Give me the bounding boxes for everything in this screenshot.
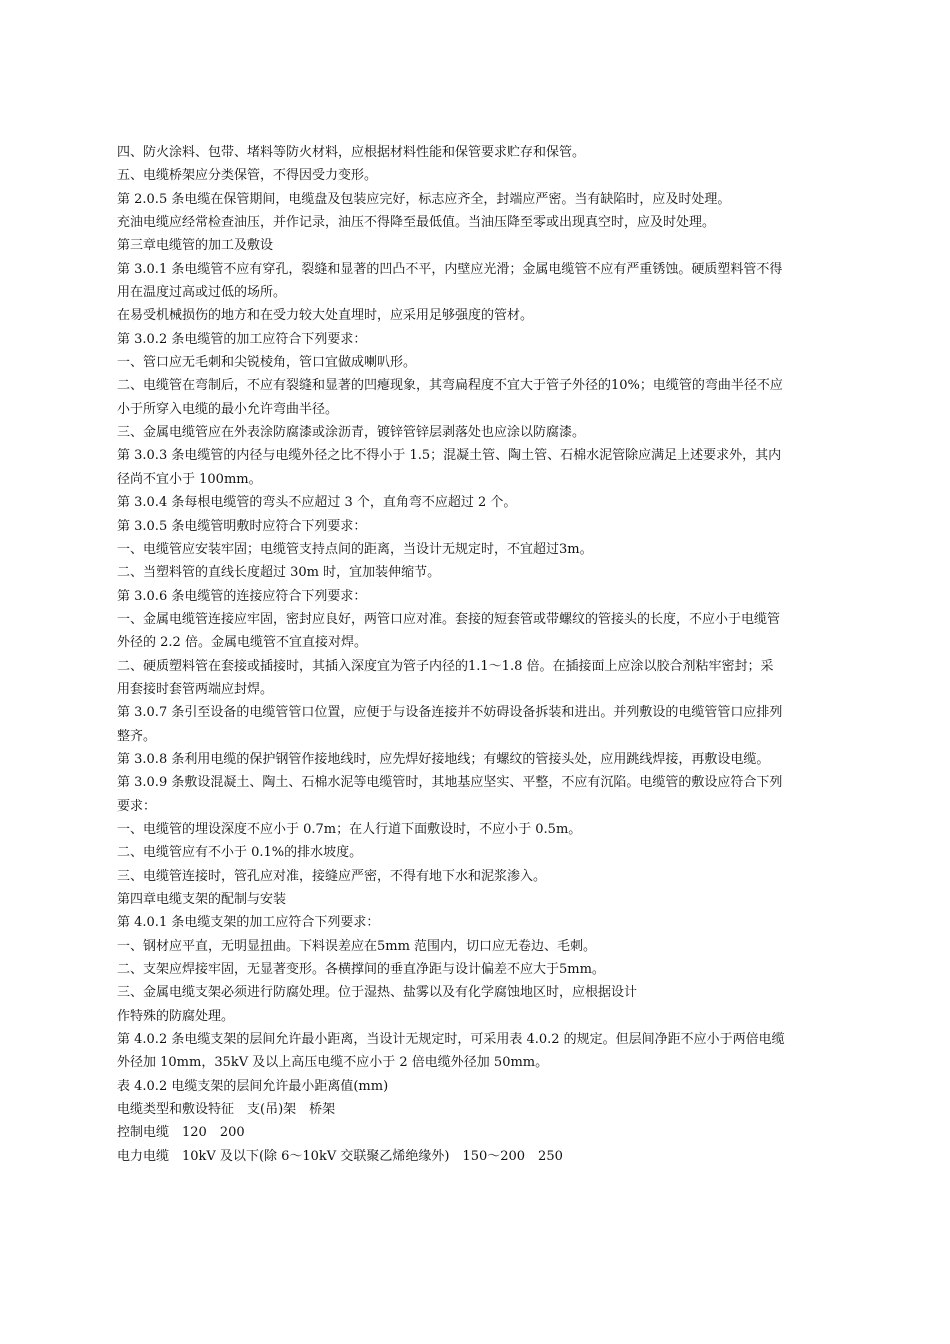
text-line: 第 4.0.2 条电缆支架的层间允许最小距离，当设计无规定时，可采用表 4.0.2 的规定。但层间净距不应小于两倍电缆: [117, 1032, 785, 1048]
text-line: 一、电缆管的埋设深度不应小于 0.7m；在人行道下面敷设时，不应小于 0.5m。: [117, 821, 582, 837]
text-line: 控制电缆 120 200: [117, 1125, 245, 1141]
text-line: 一、钢材应平直，无明显扭曲。下料误差应在5mm 范围内，切口应无卷边、毛刺。: [117, 938, 597, 954]
text-line: 第四章电缆支架的配制与安装: [117, 892, 287, 907]
text-line: 第 3.0.9 条敷设混凝土、陶土、石棉水泥等电缆管时，其地基应坚实、平整，不应有沉陷。电缆管的敷设应符合下列: [117, 775, 783, 791]
text-line: 第 3.0.5 条电缆管明敷时应符合下列要求：: [117, 518, 367, 534]
text-line: 整齐。: [117, 728, 157, 744]
text-line: 表 4.0.2 电缆支架的层间允许最小距离值(mm): [117, 1078, 389, 1094]
text-line: 一、管口应无毛刺和尖锐棱角，管口宜做成喇叭形。: [117, 355, 417, 371]
text-line: 充油电缆应经常检查油压，并作记录，油压不得降至最低值。当油压降至零或出现真空时，应及时处理。: [117, 215, 716, 231]
text-line: 电缆类型和敷设特征 支(吊)架 桥架: [117, 1102, 336, 1118]
text-line: 要求：: [117, 798, 157, 814]
text-line: 二、电缆管应有不小于 0.1%的排水坡度。: [117, 845, 363, 861]
text-line: 第 3.0.3 条电缆管的内径与电缆外径之比不得小于 1.5；混凝土管、陶土管、石棉水泥管除应满足上述要求外，其内: [117, 448, 782, 464]
text-line: 第 3.0.1 条电缆管不应有穿孔，裂缝和显著的凹凸不平，内壁应光滑；金属电缆管不应有严重锈蚀。硬质塑料管不得: [117, 261, 783, 277]
document-body: [117, 141, 845, 1168]
text-line: 一、电缆管应安装牢固；电缆管支持点间的距离，当设计无规定时，不宜超过3m。: [117, 541, 593, 557]
text-line: 电力电缆 10kV 及以下(除 6～10kV 交联聚乙烯绝缘外) 150～200 250: [117, 1148, 563, 1164]
text-line: 小于所穿入电缆的最小允许弯曲半径。: [117, 401, 339, 417]
text-line: 三、金属电缆管应在外表涂防腐漆或涂沥青，镀锌管锌层剥落处也应涂以防腐漆。: [117, 425, 586, 441]
text-line: 第三章电缆管的加工及敷设: [117, 238, 274, 254]
text-line: 二、硬质塑料管在套接或插接时，其插入深度宜为管子内径的1.1～1.8 倍。在插接面上应涂以胶合剂粘牢密封；采: [117, 658, 774, 674]
text-line: 二、支架应焊接牢固，无显著变形。各横撑间的垂直净距与设计偏差不应大于5mm。: [117, 962, 605, 978]
text-line: 用套接时套管两端应封焊。: [117, 681, 274, 697]
text-line: 三、电缆管连接时，管孔应对准，接缝应严密，不得有地下水和泥浆渗入。: [117, 868, 547, 884]
text-line: 四、防火涂料、包带、堵料等防火材料，应根据材料性能和保管要求贮存和保管。: [117, 145, 586, 160]
text-line: 外径的 2.2 倍。金属电缆管不宜直接对焊。: [117, 635, 367, 651]
text-line: 第 3.0.7 条引至设备的电缆管管口位置，应便于与设备连接并不妨碍设备拆装和进出。并列敷设的电缆管管口应排列: [117, 705, 783, 721]
text-line: 三、金属电缆支架必须进行防腐处理。位于湿热、盐雾以及有化学腐蚀地区时，应根据设计: [117, 985, 638, 1001]
text-line: 第 4.0.1 条电缆支架的加工应符合下列要求：: [117, 915, 380, 931]
text-line: 径尚不宜小于 100mm。: [117, 471, 262, 487]
text-line: 在易受机械损伤的地方和在受力较大处直埋时，应采用足够强度的管材。: [117, 308, 534, 324]
text-line: 第 2.0.5 条电缆在保管期间，电缆盘及包装应完好，标志应齐全，封端应严密。当有缺陷时，应及时处理。: [117, 191, 731, 207]
text-line: 二、当塑料管的直线长度超过 30m 时，宜加装伸缩节。: [117, 565, 441, 581]
text-line: 五、电缆桥架应分类保管，不得因受力变形。: [117, 168, 378, 184]
text-line: 用在温度过高或过低的场所。: [117, 285, 287, 301]
text-line: 一、金属电缆管连接应牢固，密封应良好，两管口应对准。套接的短套管或带螺纹的管接头的长度，不应小于电缆管: [117, 611, 781, 627]
text-line: 第 3.0.2 条电缆管的加工应符合下列要求：: [117, 331, 367, 347]
text-line: 第 3.0.6 条电缆管的连接应符合下列要求：: [117, 588, 367, 604]
text-line: 第 3.0.8 条利用电缆的保护钢管作接地线时，应先焊好接地线；有螺纹的管接头处，应用跳线焊接，再敷设电缆。: [117, 751, 770, 767]
text-line: 作特殊的防腐处理。: [117, 1008, 235, 1024]
text-line: 第 3.0.4 条每根电缆管的弯头不应超过 3 个，直角弯不应超过 2 个。: [117, 495, 517, 511]
text-line: 外径加 10mm，35kV 及以上高压电缆不应小于 2 倍电缆外径加 50mm。: [117, 1055, 549, 1071]
text-line: 二、电缆管在弯制后，不应有裂缝和显著的凹瘪现象，其弯扁程度不宜大于管子外径的10%；电缆管的弯曲半径不应: [117, 378, 783, 394]
